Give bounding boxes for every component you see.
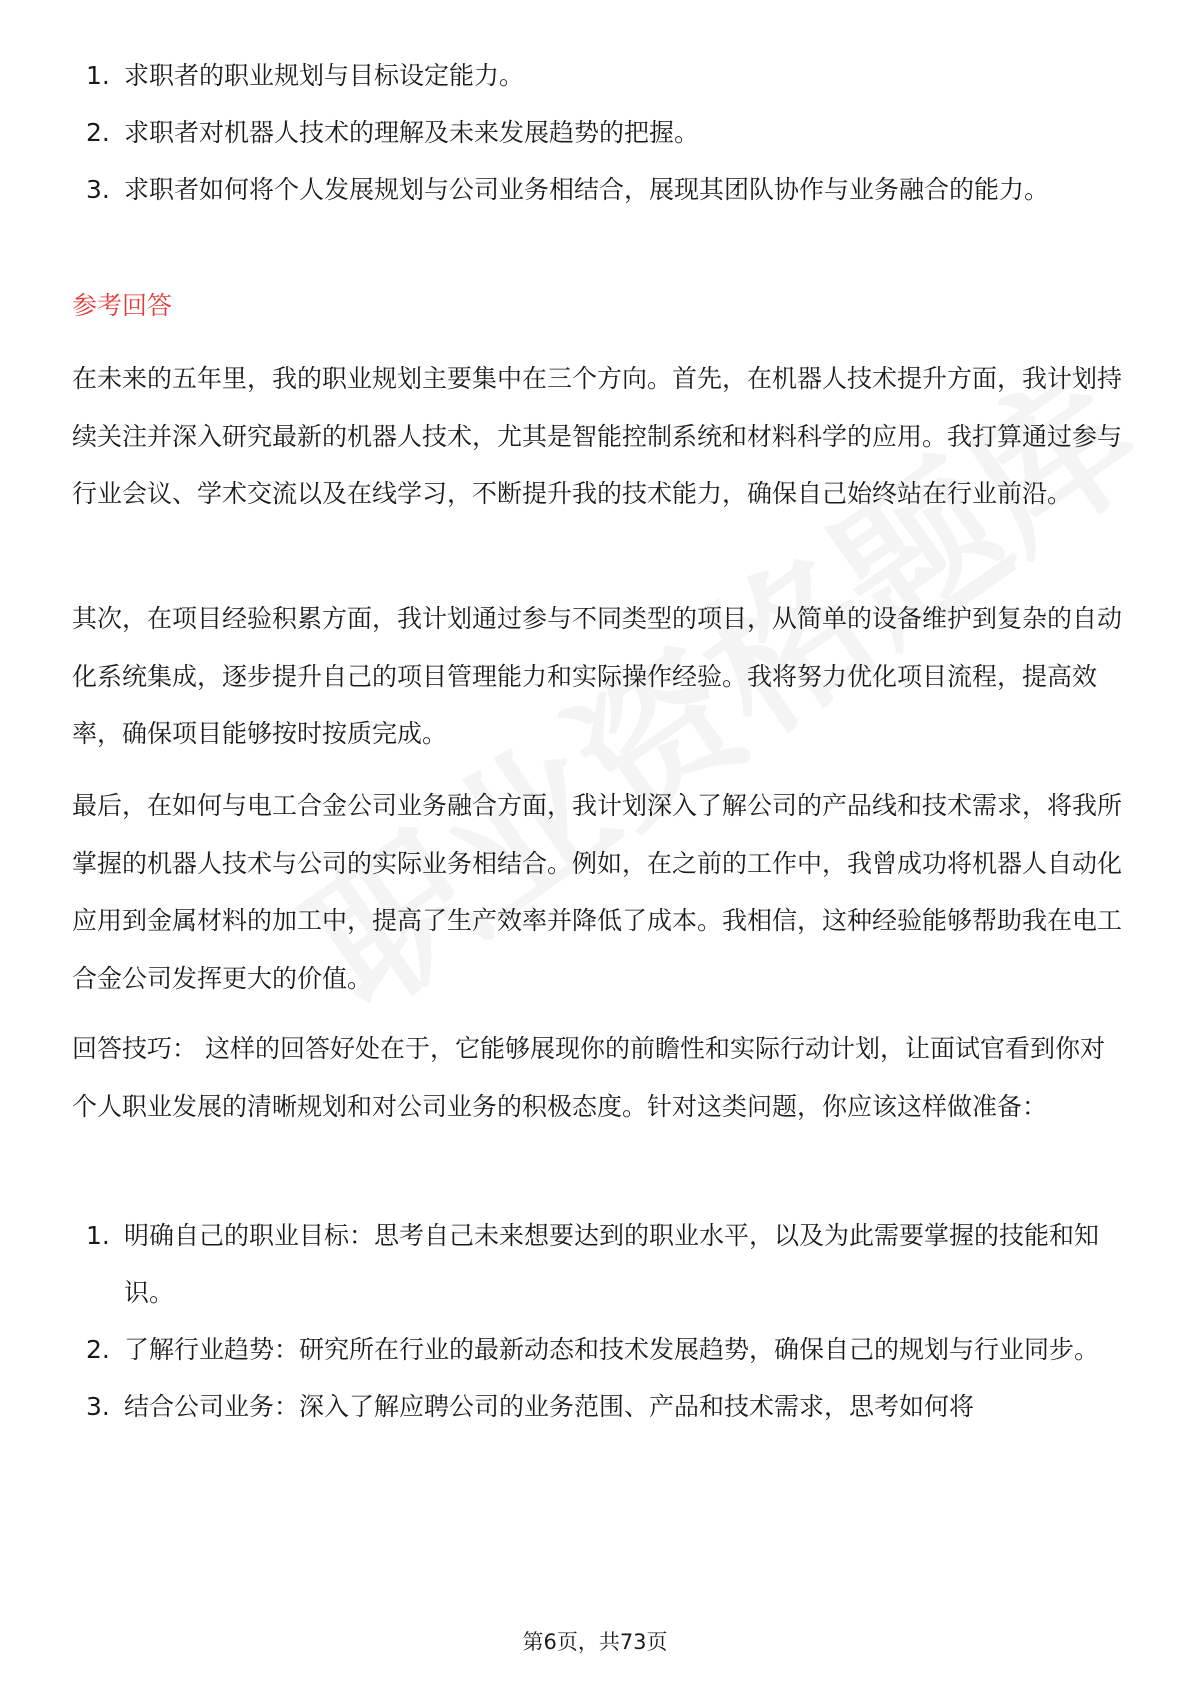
section-heading: 参考回答: [72, 291, 173, 320]
question-points-list: [72, 47, 1122, 218]
tips-paragraph: 回答技巧： 这样的回答好处在于，它能够展现你的前瞻性和实际行动计划，让面试官看到你对个人职业发展的清晰规划和对公司业务的积极态度。针对这类问题，你应该这样做准备：: [72, 1034, 1105, 1121]
answer-paragraph: 其次，在项目经验积累方面，我计划通过参与不同类型的项目，从简单的设备维护到复杂的自动化系统集成，逐步提升自己的项目管理能力和实际操作经验。我将努力优化项目流程，提高效率，确保项目能够按时按质完成。: [72, 604, 1123, 748]
answer-paragraph: 在未来的五年里，我的职业规划主要集中在三个方向。首先，在机器人技术提升方面，我计划持续关注并深入研究最新的机器人技术，尤其是智能控制系统和材料科学的应用。我打算通过参与行业会议、学术交流以及在线学习，不断提升我的技术能力，确保自己始终站在行业前沿。: [72, 364, 1123, 508]
list-item-text: 明确自己的职业目标：思考自己未来想要达到的职业水平，以及为此需要掌握的技能和知识。: [124, 1221, 1100, 1307]
list-item: [72, 104, 1122, 161]
list-number: 3.: [86, 1392, 110, 1421]
list-item: [72, 47, 1122, 104]
answer-paragraph: 最后，在如何与电工合金公司业务融合方面，我计划深入了解公司的产品线和技术需求，将我所掌握的机器人技术与公司的实际业务相结合。例如，在之前的工作中，我曾成功将机器人自动化应用到金属材料的加工中，提高了生产效率并降低了成本。我相信，这种经验能够帮助我在电工合金公司发挥更大的价值。: [72, 791, 1123, 993]
preparation-list: [72, 1207, 1122, 1435]
list-number: 3.: [86, 175, 110, 204]
list-number: 1.: [86, 61, 110, 90]
list-item: [72, 1378, 1122, 1435]
list-number: 2.: [86, 118, 110, 147]
list-item-text: 求职者的职业规划与目标设定能力。: [124, 61, 525, 90]
list-item-text: 了解行业趋势：研究所在行业的最新动态和技术发展趋势，确保自己的规划与行业同步。: [124, 1335, 1100, 1364]
list-item: [72, 161, 1122, 218]
list-number: 2.: [86, 1335, 110, 1364]
page-number: 第6页，共73页: [522, 1630, 668, 1654]
list-number: 1.: [86, 1221, 110, 1250]
list-item: [72, 1207, 1122, 1321]
list-item-text: 结合公司业务：深入了解应聘公司的业务范围、产品和技术需求，思考如何将: [124, 1392, 975, 1421]
list-item: [72, 1321, 1122, 1378]
list-item-text: 求职者如何将个人发展规划与公司业务相结合，展现其团队协作与业务融合的能力。: [124, 175, 1050, 204]
list-item-text: 求职者对机器人技术的理解及未来发展趋势的把握。: [124, 118, 700, 147]
